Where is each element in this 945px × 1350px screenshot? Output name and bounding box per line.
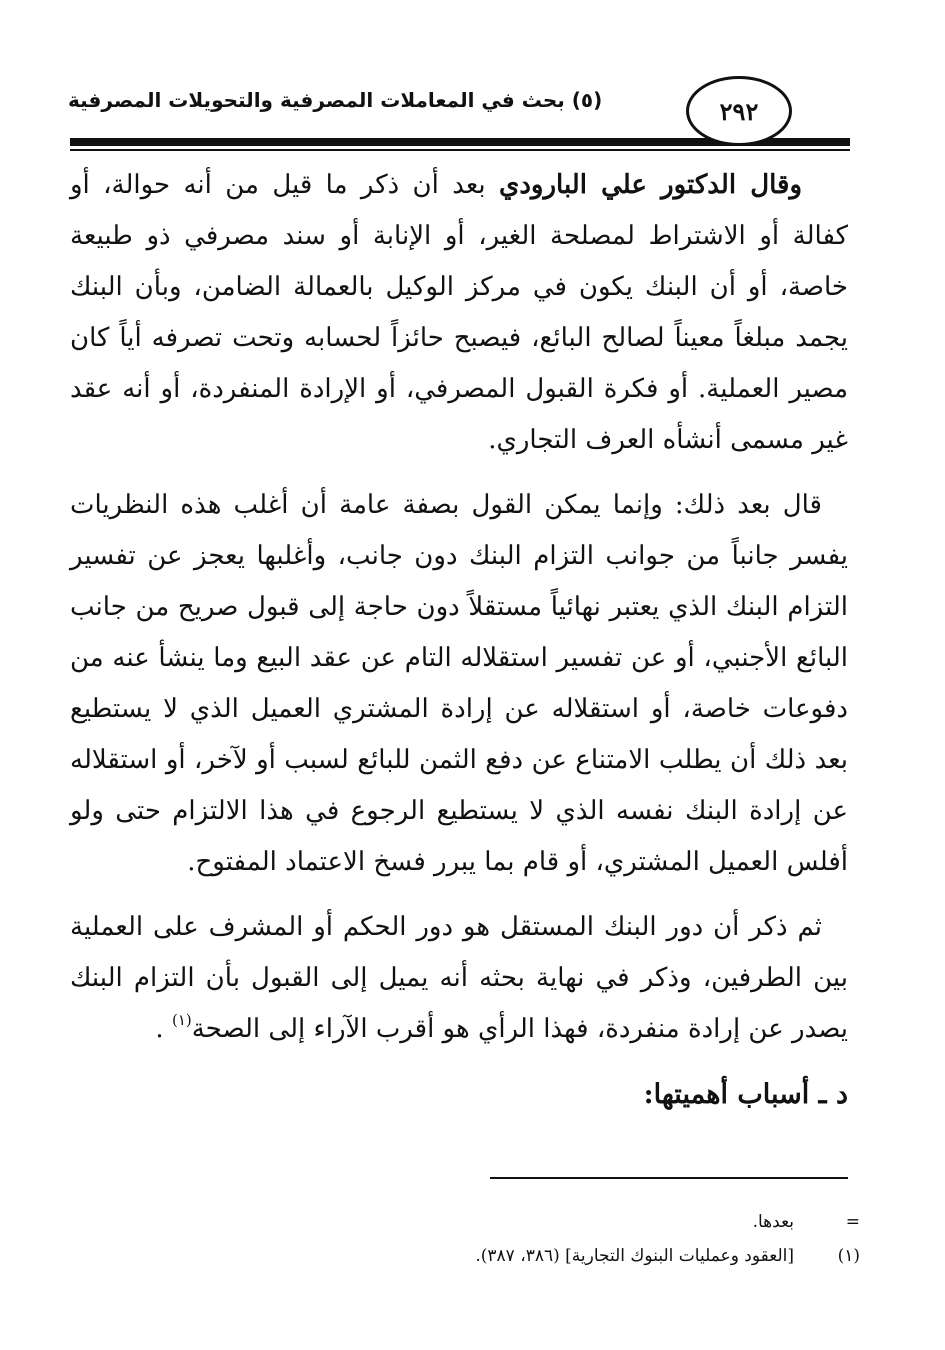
paragraph-1 bbox=[70, 160, 848, 466]
footnote-reference: (١) bbox=[171, 1011, 192, 1029]
running-header-title: (٥) بحث في المعاملات المصرفية والتحويلات المصرفية bbox=[68, 88, 603, 112]
body-text bbox=[70, 160, 848, 1120]
section-heading: د ـ أسباب أهميتها: bbox=[643, 1079, 848, 1110]
footnotes bbox=[70, 1205, 860, 1273]
paragraph-3 bbox=[70, 902, 848, 1055]
page-number-badge bbox=[686, 76, 792, 146]
paragraph-2: قال بعد ذلك: وإنما يمكن القول بصفة عامة أن أغلب هذه النظريات يفسر جانباً من جوانب التزام البنك دون جانب، وأغلبها يعجز عن تفسير التزام البنك الذي يعتبر نهائياً مستقلاً دون حاجة إلى قبول صريح من جانب البائع الأجنبي، أو عن تفسير استقلاله التام عن عقد البيع وما ينشأ عنه من دفوعات خاصة، أو استقلاله عن إرادة المشتري العميل الذي لا يستطيع بعد ذلك أن يطلب الامتناع عن دفع الثمن للبائع لسبب أو لآخر، أو استقلاله عن إرادة البنك نفسه الذي لا يستطيع الرجوع في هذا الالتزام حتى ولو أفلس العميل المشتري، أو قام بما يبرر فسخ الاعتماد المفتوح. bbox=[70, 490, 848, 877]
footnote-separator bbox=[490, 1177, 848, 1179]
footnote-cont-mark: = bbox=[845, 1212, 860, 1232]
footnote-1-text: [العقود وعمليات البنوك التجارية] (٣٨٦، ٣٨٧). bbox=[475, 1246, 794, 1266]
page-number: ٢٩٢ bbox=[719, 96, 759, 126]
footnote-cont-text: بعدها. bbox=[752, 1212, 794, 1232]
paragraph-3-text: ثم ذكر أن دور البنك المستقل هو دور الحكم أو المشرف على العملية بين الطرفين، وذكر في نهاية بحثه أنه يميل إلى القبول بأن التزام البنك يصدر عن إرادة منفردة، فهذا الرأي هو أقرب الآراء إلى الصحة bbox=[70, 912, 848, 1044]
footnote-1-mark: (١) bbox=[837, 1246, 860, 1266]
paragraph-3-end: . bbox=[155, 1014, 172, 1044]
author-name: وقال الدكتور علي البارودي bbox=[499, 170, 802, 200]
footnote-continuation bbox=[70, 1205, 860, 1239]
paragraph-1-text: بعد أن ذكر ما قيل من أنه حوالة، أو كفالة أو الاشتراط لمصلحة الغير، أو الإنابة أو سند مصرفي ذو طبيعة خاصة، أو أن البنك يكون في مركز الوكيل بالعمالة الضامن، وبأن البنك يجمد مبلغاً معيناً لصالح البائع، فيصبح حائزاً لحسابه وتحت تصرفه أياً كان مصير العملية. أو فكرة القبول المصرفي، أو الإرادة المنفردة، أو أنه عقد غير مسمى أنشأه العرف التجاري. bbox=[70, 170, 848, 455]
footnote-1 bbox=[70, 1239, 860, 1273]
header-rule-thin bbox=[70, 149, 850, 151]
